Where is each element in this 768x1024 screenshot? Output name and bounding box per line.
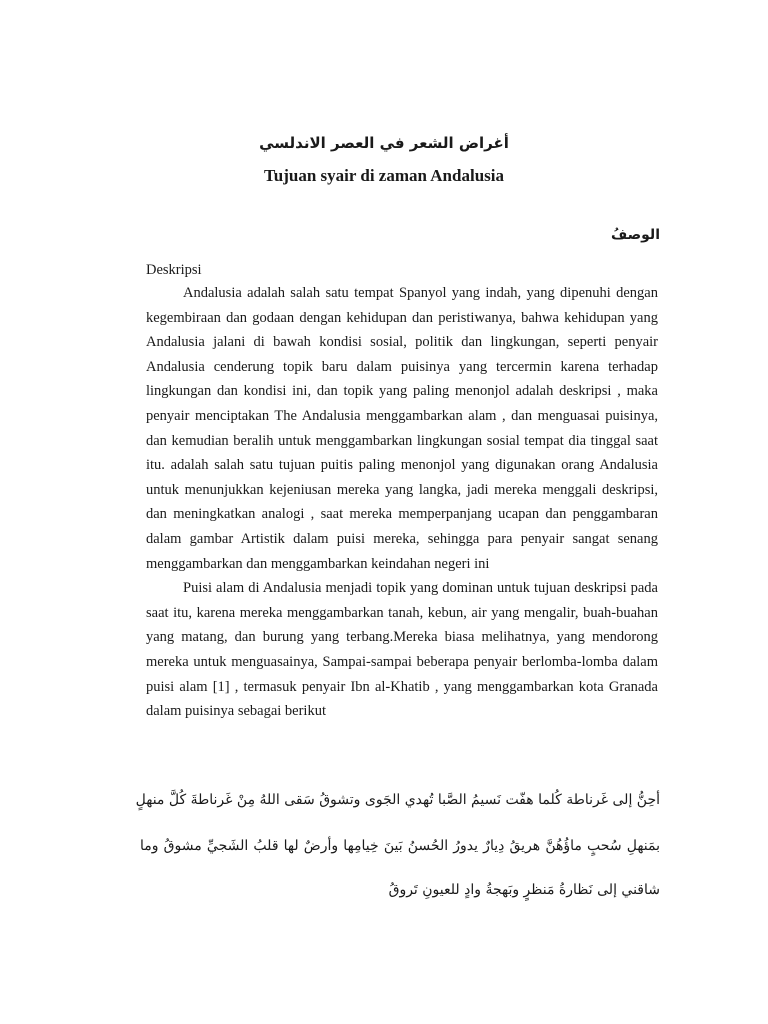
- title-arabic: أغراض الشعر في العصر الاندلسي: [259, 134, 509, 152]
- section-heading-arabic: الوصفُ: [610, 227, 660, 243]
- poem-line: شاقني إلى نَظارةُ مَنظرٍ وبَهجةُ وادٍ للعيونِ تَروقُ: [388, 882, 660, 898]
- paragraph: Puisi alam di Andalusia menjadi topik yang dominan untuk tujuan deskripsi pada saat itu, karena mereka menggambarkan tanah, kebun, air yang mengalir, buah-buahan yang matang, dan burung yang terbang.Mereka biasa melihatnya, yang mendorong mereka untuk menguasainya, Sampai-sampai beberapa penyair berlomba-lomba dalam puisi alam [1] , termasuk penyair Ibn al-Khatib , yang menggambarkan kota Granada dalam puisinya sebagai berikut: [146, 580, 658, 720]
- title-indonesian: Tujuan syair di zaman Andalusia: [264, 166, 504, 185]
- body-text: [146, 281, 658, 724]
- poem-line: بمَنهلِ سُحبٍ ماؤُهُنَّ هريقُ دِيارٌ يدورُ الحُسنُ بَينَ خِيامِها وأرضٌ لها قلبُ الشَجيِّ مشوقُ وما: [140, 838, 660, 854]
- section-heading-indonesian: Deskripsi: [146, 262, 202, 278]
- poem-line: أحِنُّ إلى غَرناطة كُلما هفّت نَسيمُ الصَّبا تُهدي الجَوى وتشوقُ سَقى اللهُ مِنْ غَرناطةَ كُلَّ منهلٍ: [135, 792, 660, 808]
- paragraph: Andalusia adalah salah satu tempat Spanyol yang indah, yang dipenuhi dengan kegembiraan dan godaan dengan kehidupan dan peristiwanya, bahwa kehidupan yang Andalusia jalani di bawah kondisi sosial, politik dan lingkungan, seperti penyair Andalusia cenderung topik baru dalam puisinya yang tercermin karena terhadap lingkungan dan kondisi ini, dan topik yang paling menonjol adalah deskripsi , maka penyair menciptakan The Andalusia menggambarkan alam , dan menguasai puisinya, dan kemudian beralih untuk menggambarkan lingkungan sosial tempat dia tinggal saat itu. adalah salah satu tujuan puitis paling menonjol yang digunakan orang Andalusia untuk menunjukkan kejeniusan mereka yang langka, jadi mereka menggali deskripsi, dan meningkatkan analogi , saat mereka memperpanjang ucapan dan penggambaran dalam gambar Artistik dalam puisi mereka, sehingga para penyair sangat senang menggambarkan dan menggambarkan keindahan negeri ini: [146, 285, 658, 572]
